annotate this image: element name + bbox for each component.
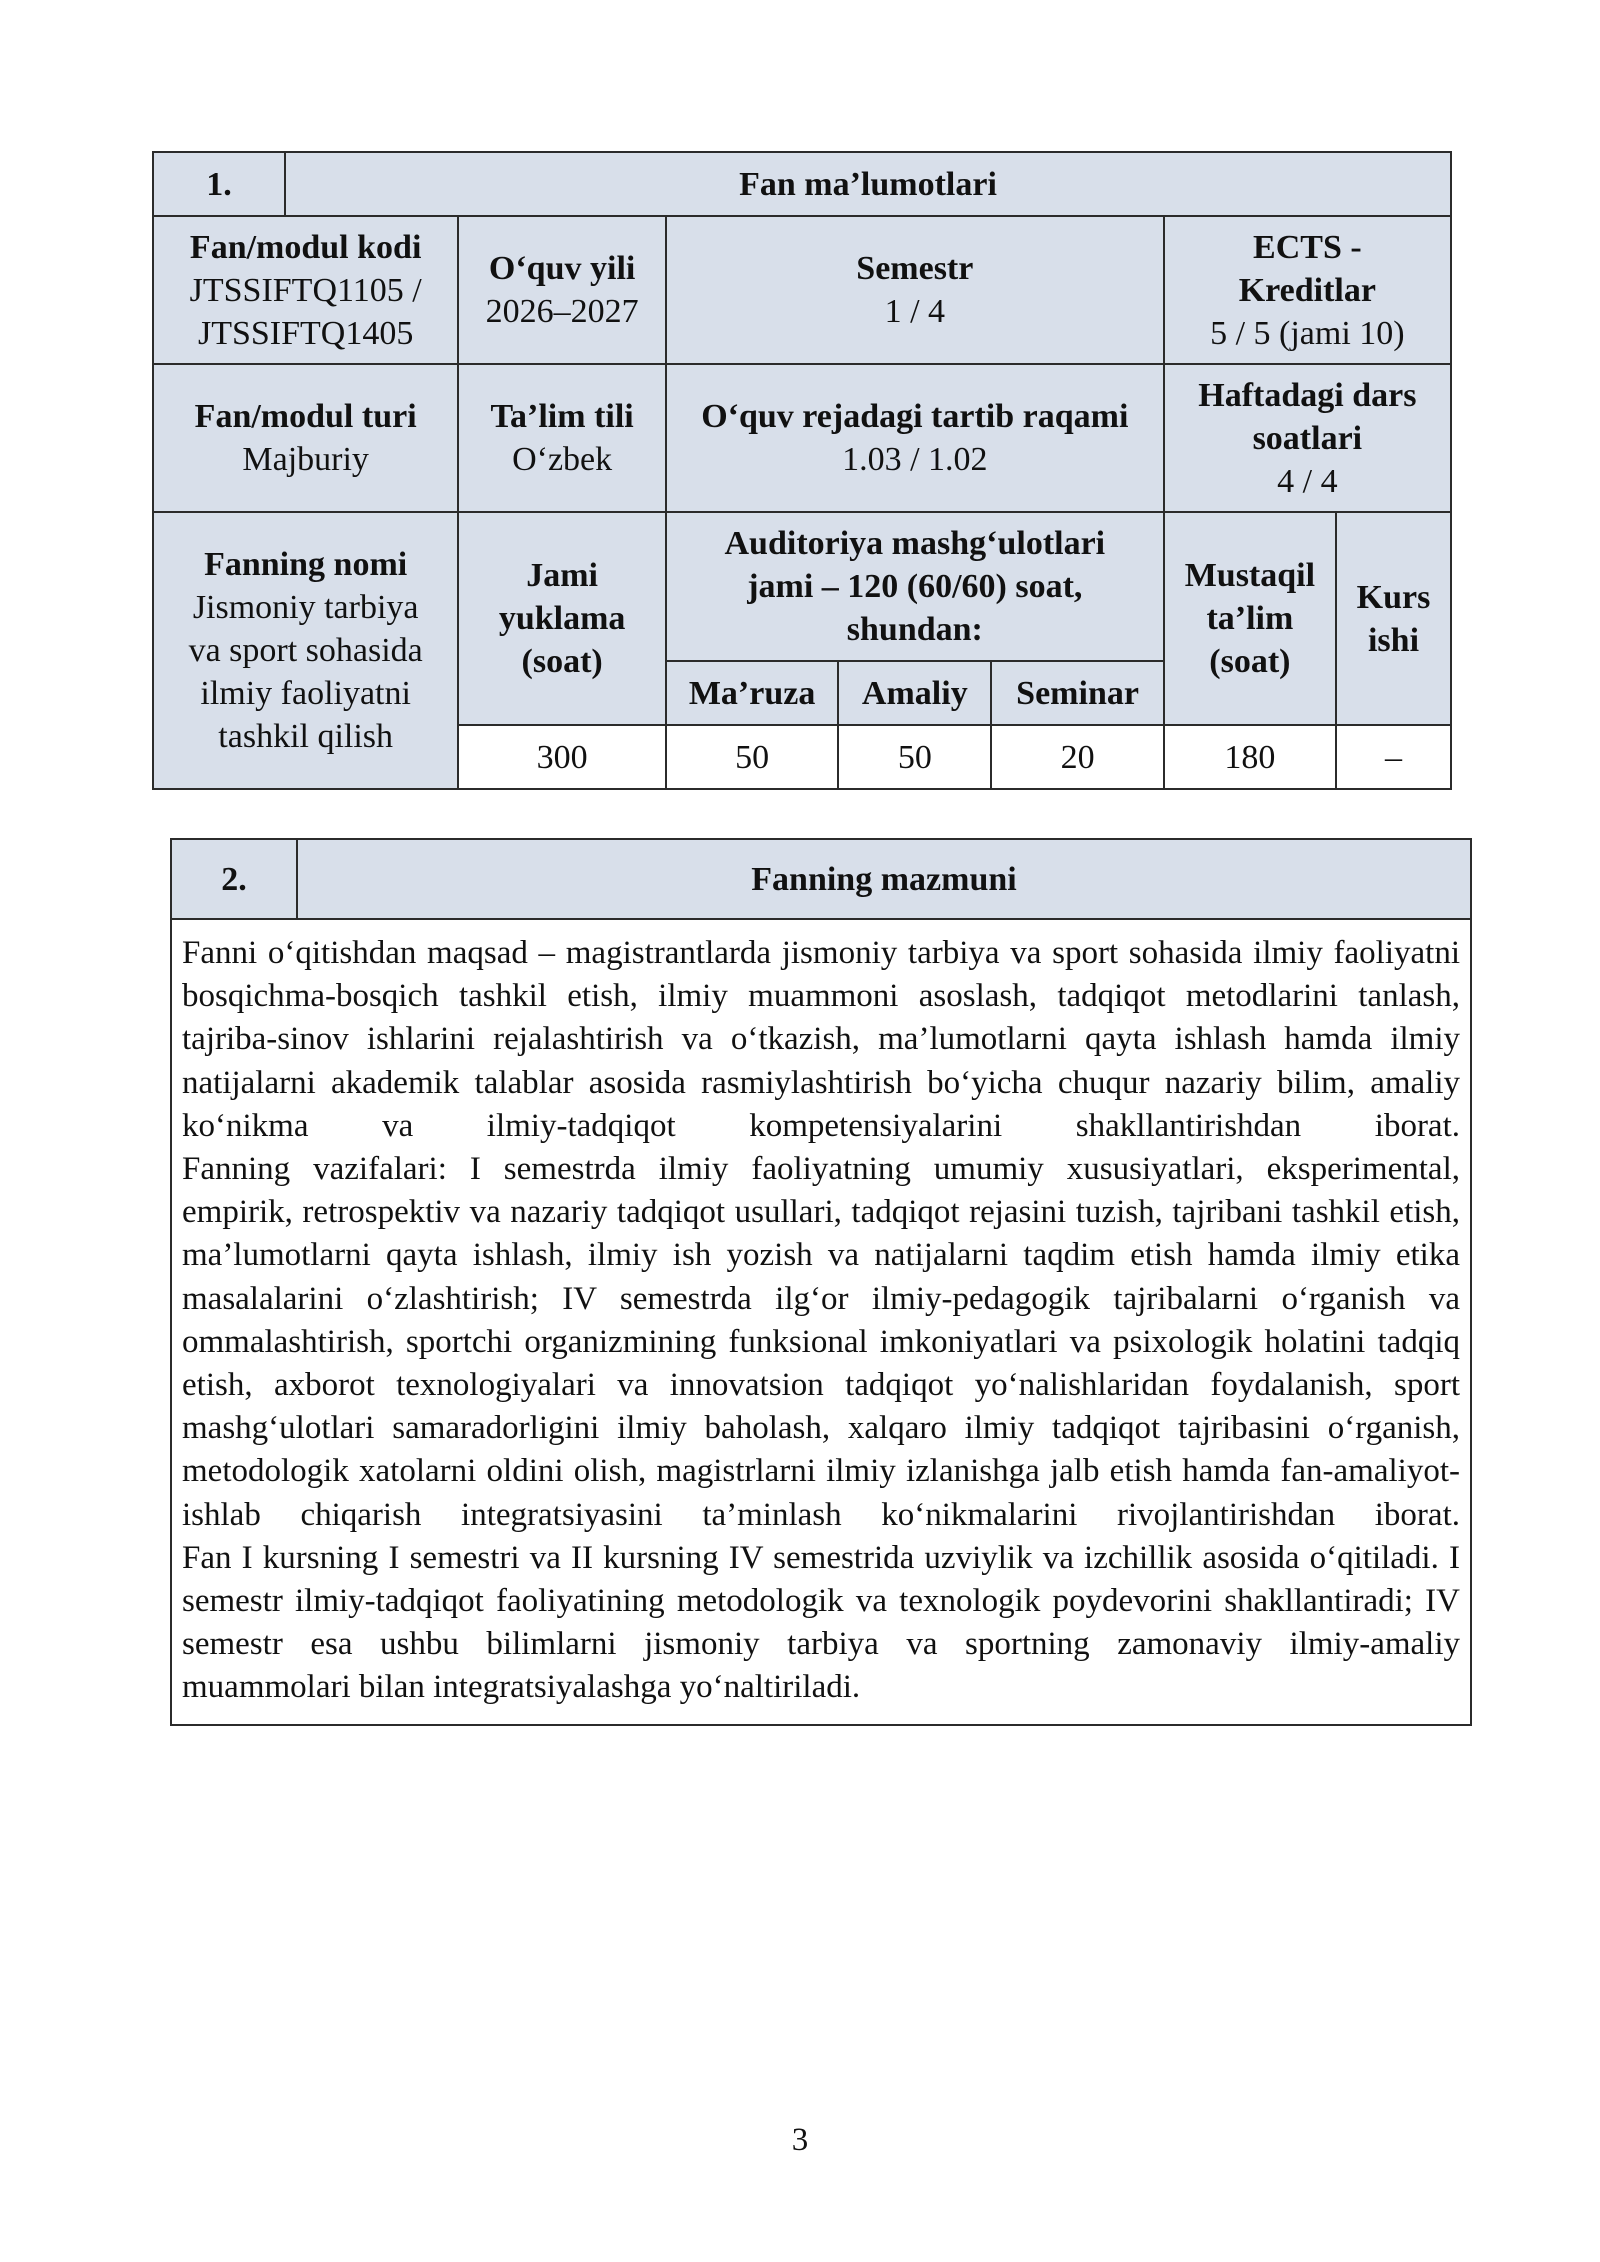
practical-value: 50 — [838, 725, 991, 789]
subject-name-line-1: Jismoniy tarbiya — [192, 589, 419, 626]
subject-content-table — [170, 838, 1472, 1726]
practical-label: Amaliy — [838, 661, 991, 725]
subject-name-line-4: tashkil qilish — [218, 718, 394, 755]
module-code-label: Fan/modul kodi — [189, 228, 422, 266]
lecture-label: Ma’ruza — [666, 661, 838, 725]
independent-study-value: 180 — [1164, 725, 1336, 789]
weekly-hours-label-1: Haftadagi dars — [1198, 376, 1417, 414]
subject-name-line-3: ilmiy faoliyatni — [200, 675, 411, 712]
section-title: Fan ma’lumotlari — [285, 152, 1451, 216]
lecture-value: 50 — [666, 725, 838, 789]
plan-number-label: O‘quv rejadagi tartib raqami — [701, 398, 1129, 435]
module-code-value-2: JTSSIFTQ1405 — [197, 314, 414, 352]
ects-value: 5 / 5 (jami 10) — [1210, 314, 1405, 352]
page-number: 3 — [791, 2122, 809, 2158]
goal-paragraph: Fanni o‘qitishdan maqsad – magistrantlarda jismoniy tarbiya va sport sohasida ilmiy faoliyatni bosqichma-bosqich tashkil etish, ilmiy muammoni asoslash, tadqiqot metodlarini tanlash, tajriba-sinov ishlarini rejalashtirish va o‘tkazish, ma’lumotlarni qayta ishlash hamda ilmiy natijalarni akademik talablar asosida rasmiylashtirish bo‘yicha chuqur nazariy bilim, amaliy ko‘nikma va ilmiy-tadqiqot kompetensiyalarini shakllantirishdan iborat. — [182, 935, 1460, 1144]
independent-study-label-cell — [1164, 512, 1336, 725]
ects-label-1: ECTS - — [1253, 228, 1362, 266]
auditorium-label-1: Auditoriya mashg‘ulotlari — [724, 525, 1106, 562]
semester-cell — [666, 216, 1164, 364]
section-number: 2. — [171, 839, 297, 919]
auditorium-label-cell — [666, 512, 1164, 661]
independent-study-label-2: ta’lim — [1206, 600, 1294, 637]
total-load-value: 300 — [458, 725, 666, 789]
total-load-label-2: yuklama — [498, 600, 626, 637]
language-label: Ta’lim tili — [490, 398, 634, 435]
ects-cell — [1164, 216, 1451, 364]
total-load-label-1: Jami — [526, 557, 599, 594]
course-work-label-1: Kurs — [1356, 578, 1431, 616]
module-type-label: Fan/modul turi — [194, 398, 417, 435]
weekly-hours-cell — [1164, 364, 1451, 512]
academic-year-cell — [458, 216, 666, 364]
subject-info-table — [152, 151, 1452, 790]
total-load-label-3: (soat) — [521, 643, 603, 680]
plan-number-value: 1.03 / 1.02 — [842, 441, 988, 478]
semester-paragraph: Fan I kursning I semestri va II kursning IV semestrida uzviylik va izchillik asosida o‘qitiladi. I semestr ilmiy-tadqiqot faoliyatining metodologik va texnologik poydevorini shakllantiradi; IV semestr esa ushbu bilimlarni jismoniy tarbiya va sportning zamonaviy ilmiy-amaliy muammolari bilan integratsiyalashga yo‘naltiriladi. — [182, 1539, 1460, 1706]
subject-name-label: Fanning nomi — [204, 546, 408, 583]
module-code-cell — [153, 216, 458, 364]
semester-value: 1 / 4 — [884, 293, 946, 330]
tasks-paragraph: Fanning vazifalari: I semestrda ilmiy faoliyatning umumiy xususiyatlari, eksperimental, empirik, retrospektiv va nazariy tadqiqot usullari, tadqiqot rejasini tuzish, tajribani tashkil etish, ma’lumotlarni qayta ishlash, ilmiy ish yozish va natijalarni taqdim etish hamda ilmiy etika masalalarini o‘zlashtirish; IV semestrda ilg‘or ilmiy-pedagogik tajribalarni o‘rganish va ommalashtirish, sportchi organizmining funksional imkoniyatlari va psixologik holatini tadqiq etish, axborot texnologiyalari va innovatsion tadqiqot yo‘nalishlaridan foydalanish, sport mashg‘ulotlari samaradorligini ilmiy baholash, xalqaro ilmiy tadqiqot tajribasini o‘rganish, metodologik xatolarni oldini olish, magistrlarni ilmiy izlanishga jalb etish hamda fan-amaliyot-ishlab chiqarish integratsiyasini ta’minlash ko‘nikmalarini rivojlantirishdan iborat. — [182, 1151, 1460, 1533]
weekly-hours-label-2: soatlari — [1252, 419, 1363, 457]
language-cell — [458, 364, 666, 512]
module-type-cell — [153, 364, 458, 512]
module-type-value: Majburiy — [242, 441, 369, 478]
course-work-value: – — [1336, 725, 1451, 789]
weekly-hours-value: 4 / 4 — [1277, 462, 1338, 500]
subject-name-cell — [153, 512, 458, 789]
course-work-label-cell — [1336, 512, 1451, 725]
section-number: 1. — [153, 152, 285, 216]
module-code-value-1: JTSSIFTQ1105 / — [189, 271, 422, 309]
ects-label-2: Kreditlar — [1238, 271, 1376, 309]
section-title: Fanning mazmuni — [297, 839, 1471, 919]
auditorium-label-2: jami – 120 (60/60) soat, — [747, 568, 1083, 605]
subject-name-line-2: va sport sohasida — [188, 632, 423, 669]
language-value: O‘zbek — [512, 441, 613, 478]
seminar-value: 20 — [991, 725, 1163, 789]
content-body — [171, 919, 1471, 1725]
total-load-label-cell — [458, 512, 666, 725]
seminar-label: Seminar — [991, 661, 1163, 725]
independent-study-label-3: (soat) — [1209, 643, 1291, 680]
academic-year-value: 2026–2027 — [485, 293, 639, 330]
plan-number-cell — [666, 364, 1164, 512]
semester-label: Semestr — [856, 250, 974, 287]
academic-year-label: O‘quv yili — [488, 250, 636, 287]
course-work-label-2: ishi — [1367, 621, 1420, 659]
auditorium-label-3: shundan: — [846, 611, 983, 648]
independent-study-label-1: Mustaqil — [1184, 557, 1316, 594]
